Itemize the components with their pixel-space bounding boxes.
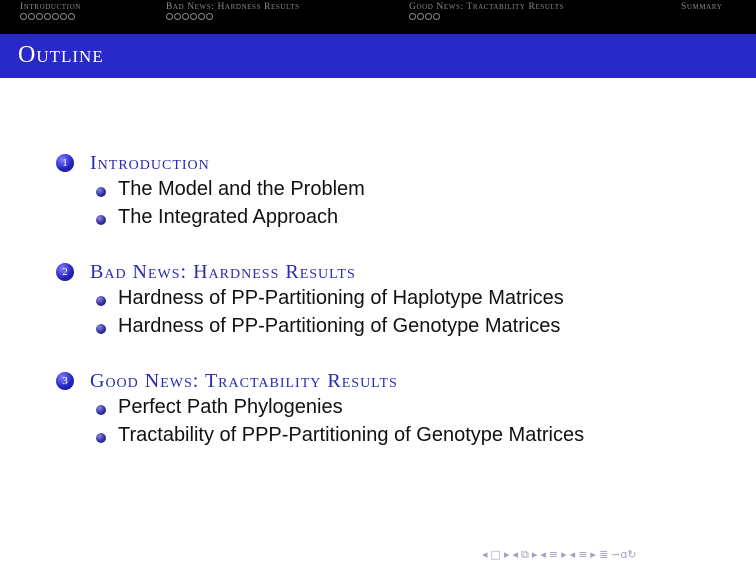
slide-dot[interactable]	[425, 13, 432, 20]
toc-subsection[interactable]	[56, 424, 746, 452]
search-icon[interactable]: ∽ɑ↻	[611, 548, 637, 561]
section-number-badge: 3	[56, 372, 74, 390]
toc-section-title: Good News: Tractability Results	[90, 370, 398, 392]
headline-section-label: Good News: Tractability Results	[409, 2, 565, 12]
slide-dot[interactable]	[433, 13, 440, 20]
headline-section-label: Summary	[681, 2, 723, 12]
toc-subsection[interactable]	[56, 315, 746, 343]
section-number-badge: 1	[56, 154, 74, 172]
toc-subsection-title: The Model and the Problem	[118, 178, 365, 200]
subsection-icon[interactable]: ⧉	[521, 548, 529, 561]
beamer-navigation-controls	[482, 548, 640, 562]
toc-subsection-title: The Integrated Approach	[118, 206, 339, 228]
toc-subsection-title: Perfect Path Phylogenies	[118, 396, 343, 418]
toc-subsection[interactable]	[56, 396, 746, 424]
arrow-right-icon[interactable]: ▸	[531, 548, 538, 561]
headline-bar	[0, 0, 756, 34]
headline-section-label: Bad News: Hardness Results	[166, 2, 300, 12]
arrow-left-icon[interactable]: ◂	[569, 548, 576, 561]
slide-dot[interactable]	[28, 13, 35, 20]
headline-section-good-news[interactable]	[409, 2, 564, 22]
frame-title: Outline	[18, 42, 104, 68]
arrow-left-icon[interactable]: ◂	[512, 548, 518, 561]
section-icon[interactable]: ≡	[578, 548, 588, 561]
headline-section-bad-news[interactable]	[166, 2, 300, 22]
slide-dot[interactable]	[409, 13, 416, 20]
slide-dot[interactable]	[68, 13, 75, 20]
toc-section	[56, 259, 746, 343]
headline-section-summary[interactable]	[681, 2, 722, 12]
slide-dot[interactable]	[174, 13, 181, 20]
toc-section-heading[interactable]	[56, 150, 746, 178]
bullet-icon	[96, 324, 106, 334]
arrow-right-icon[interactable]: ▸	[590, 548, 596, 561]
slide-dot[interactable]	[182, 13, 189, 20]
section-icon[interactable]: ≡	[548, 548, 559, 561]
toc-subsection-title: Hardness of PP-Partitioning of Genotype Matrices	[118, 315, 561, 337]
headline-dots	[409, 13, 564, 22]
bullet-icon	[96, 187, 106, 197]
headline-section-introduction[interactable]	[20, 2, 81, 22]
section-number-badge: 2	[56, 263, 74, 281]
toc-subsection-title: Tractability of PPP-Partitioning of Genotype Matrices	[118, 424, 585, 446]
frame-title-bar	[0, 34, 756, 78]
toc-section-heading[interactable]	[56, 259, 746, 287]
bullet-icon	[96, 296, 106, 306]
slide-dot[interactable]	[417, 13, 424, 20]
slide-dot[interactable]	[36, 13, 43, 20]
toc-subsection-title: Hardness of PP-Partitioning of Haplotype Matrices	[118, 287, 564, 309]
slide-dot[interactable]	[60, 13, 67, 20]
document-icon[interactable]: ≣	[598, 548, 609, 561]
slide-dot[interactable]	[190, 13, 197, 20]
toc-section-title: Bad News: Hardness Results	[90, 261, 356, 283]
toc-section-title: Introduction	[90, 152, 210, 174]
toc-subsection[interactable]	[56, 206, 746, 234]
headline-dots	[166, 13, 300, 22]
toc-section	[56, 150, 746, 234]
arrow-right-icon[interactable]: ▸	[561, 548, 567, 561]
toc-subsection[interactable]	[56, 287, 746, 315]
slide-dot[interactable]	[52, 13, 59, 20]
table-of-contents	[56, 150, 746, 477]
slide-dot[interactable]	[44, 13, 51, 20]
toc-subsection[interactable]	[56, 178, 746, 206]
bullet-icon	[96, 405, 106, 415]
arrow-left-icon[interactable]: ◂	[540, 548, 546, 561]
slide-dot[interactable]	[206, 13, 213, 20]
slide-dot[interactable]	[20, 13, 27, 20]
slide-dot[interactable]	[198, 13, 205, 20]
arrow-left-icon[interactable]: ◂	[482, 548, 488, 561]
toc-section	[56, 368, 746, 452]
headline-section-label: Introduction	[20, 2, 81, 12]
bullet-icon	[96, 215, 106, 225]
headline-dots	[20, 13, 81, 22]
bullet-icon	[96, 433, 106, 443]
toc-section-heading[interactable]	[56, 368, 746, 396]
arrow-right-icon[interactable]: ▸	[503, 548, 510, 561]
frame-icon[interactable]: □	[490, 548, 501, 561]
slide-dot[interactable]	[166, 13, 173, 20]
